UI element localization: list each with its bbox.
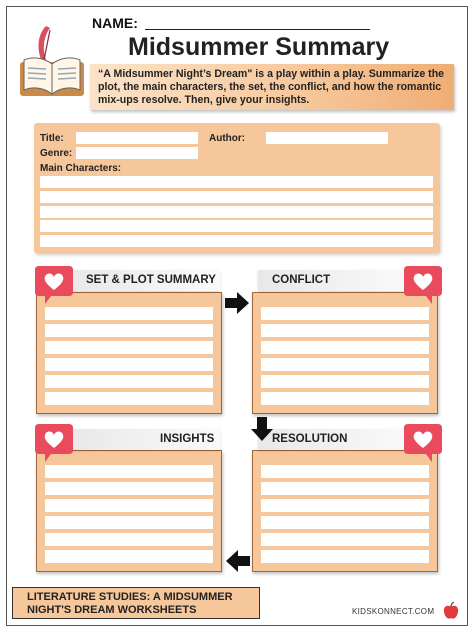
title-label: Title: [40, 133, 64, 144]
main-characters-label: Main Characters: [40, 163, 122, 174]
main-characters-lines[interactable] [40, 176, 433, 250]
page-title: Midsummer Summary [128, 33, 390, 61]
arrow-down-icon [249, 416, 275, 442]
name-field[interactable] [145, 29, 370, 30]
intro-text: “A Midsummer Night’s Dream" is a play within a play. Summarize the plot, the main characters, the set, the conflict, and how the romantic mix-ups resolve. Then, give your insights. [90, 64, 454, 110]
arrow-right-icon [224, 290, 250, 316]
insights-header: INSIGHTS [64, 429, 220, 450]
set-plot-box[interactable] [36, 292, 222, 414]
conflict-box[interactable] [252, 292, 438, 414]
apple-icon [443, 602, 459, 620]
heart-speech-icon [402, 264, 444, 306]
author-field[interactable] [266, 132, 388, 144]
name-label: NAME: [92, 15, 138, 31]
insights-box[interactable] [36, 450, 222, 572]
genre-label: Genre: [40, 148, 73, 159]
set-plot-header: SET & PLOT SUMMARY [64, 270, 220, 291]
conflict-header: CONFLICT [258, 270, 408, 291]
resolution-box[interactable] [252, 450, 438, 572]
worksheet-title: LITERATURE STUDIES: A MIDSUMMER NIGHT'S DREAM WORKSHEETS [12, 587, 260, 619]
arrow-left-icon [225, 548, 251, 574]
book-quill-icon [16, 24, 88, 102]
heart-speech-icon [402, 422, 444, 464]
brand-text: KIDSKONNECT.COM [352, 607, 435, 616]
title-field[interactable] [76, 132, 198, 144]
info-box [34, 123, 440, 253]
heart-speech-icon [33, 422, 75, 464]
heart-speech-icon [33, 264, 75, 306]
author-label: Author: [209, 133, 246, 144]
genre-field[interactable] [76, 147, 198, 159]
resolution-header: RESOLUTION [258, 429, 408, 450]
